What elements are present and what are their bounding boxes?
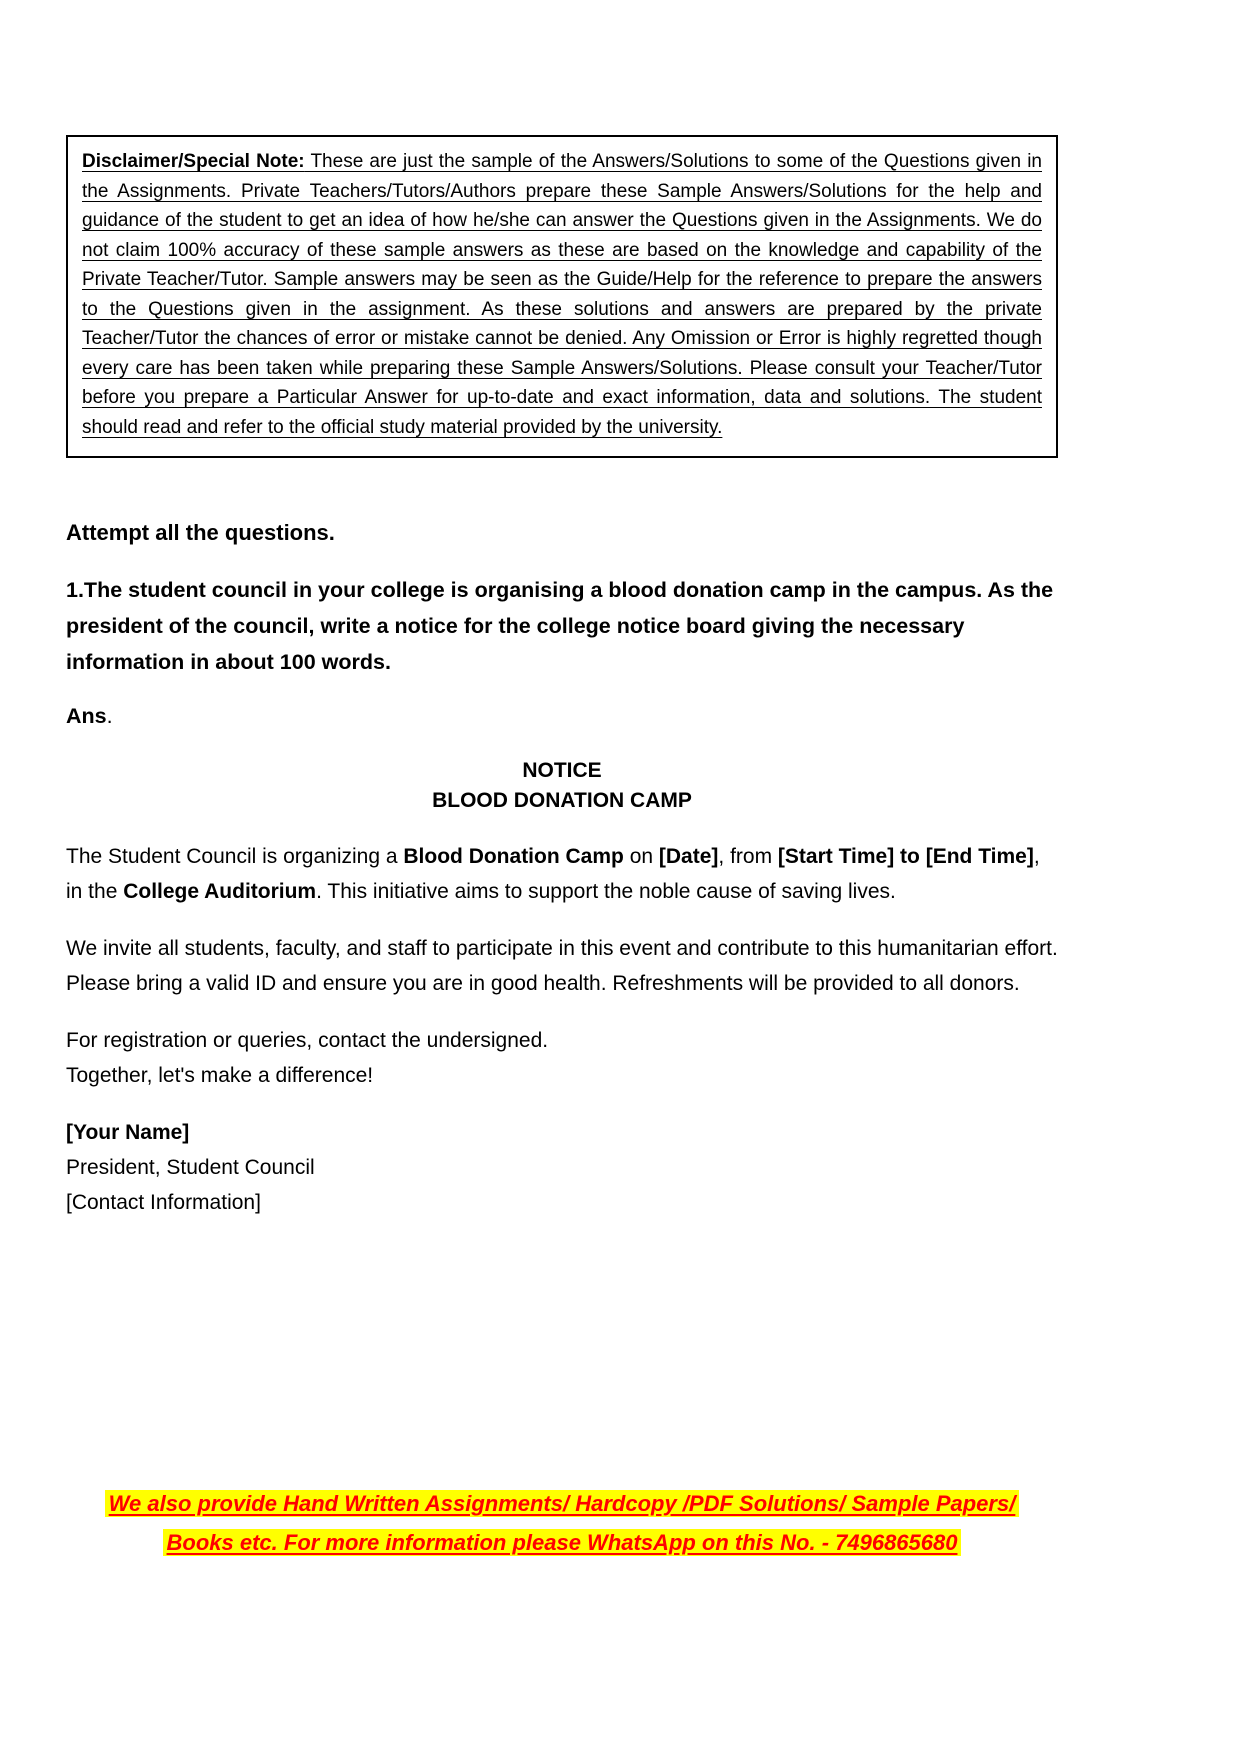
notice-paragraph-1: The Student Council is organizing a Blood Donation Camp on [Date], from [Start Time] to [End Time], in the College Auditorium. This initiative aims to support the noble cause of saving lives. <box>66 845 1040 903</box>
document-content <box>66 0 1058 1220</box>
disclaimer-box <box>66 135 1058 458</box>
promo-footer-text-2: Books etc. For more information please WhatsApp on this No. - 7496865680 <box>163 1529 962 1556</box>
signature-role: President, Student Council <box>66 1156 315 1179</box>
signature-block <box>66 1115 1058 1220</box>
notice-registration-line: For registration or queries, contact the undersigned. <box>66 1029 549 1052</box>
promo-footer-line-1 <box>66 1486 1058 1525</box>
promo-footer <box>66 1486 1058 1564</box>
promo-footer-text-1: We also provide Hand Written Assignments/ Hardcopy /PDF Solutions/ Sample Papers/ <box>105 1490 1020 1517</box>
notice-subtitle: BLOOD DONATION CAMP <box>432 789 692 812</box>
notice-paragraph-3 <box>66 1023 1058 1093</box>
signature-contact: [Contact Information] <box>66 1191 261 1214</box>
notice-paragraph-2: We invite all students, faculty, and staff to participate in this event and contribute to this humanitarian effort. Please bring a valid ID and ensure you are in good health. Refreshments will be provided to all donors. <box>66 937 1058 995</box>
attempt-heading: Attempt all the questions. <box>66 520 335 545</box>
disclaimer-text: Disclaimer/Special Note: These are just the sample of the Answers/Solutions to some of the Questions given in the Assignments. Private Teachers/Tutors/Authors prepare these Sample Answers/Solutions for the help and guidance of the student to get an idea of how he/she can answer the Questions given in the Assignments. We do not claim 100% accuracy of these sample answers as these are based on the knowledge and capability of the Private Teacher/Tutor. Sample answers may be seen as the Guide/Help for the reference to prepare the answers to the Questions given in the assignment. As these solutions and answers are prepared by the private Teacher/Tutor the chances of error or mistake cannot be denied. Any Omission or Error is highly regretted though every care has been taken while preparing these Sample Answers/Solutions. Please consult your Teacher/Tutor before you prepare a Particular Answer for up-to-date and exact information, data and solutions. The student should read and refer to the official study material provided by the university. <box>82 151 1042 438</box>
question-1: 1.The student council in your college is organising a blood donation camp in the campus. As the president of the council, write a notice for the college notice board giving the necessary information in about 100 words. <box>66 578 1054 674</box>
signature-name: [Your Name] <box>66 1121 190 1144</box>
notice-slogan-line: Together, let's make a difference! <box>66 1064 374 1087</box>
answer-label: Ans. <box>66 704 113 728</box>
promo-footer-line-2 <box>66 1525 1058 1564</box>
notice-title: NOTICE <box>522 759 602 782</box>
